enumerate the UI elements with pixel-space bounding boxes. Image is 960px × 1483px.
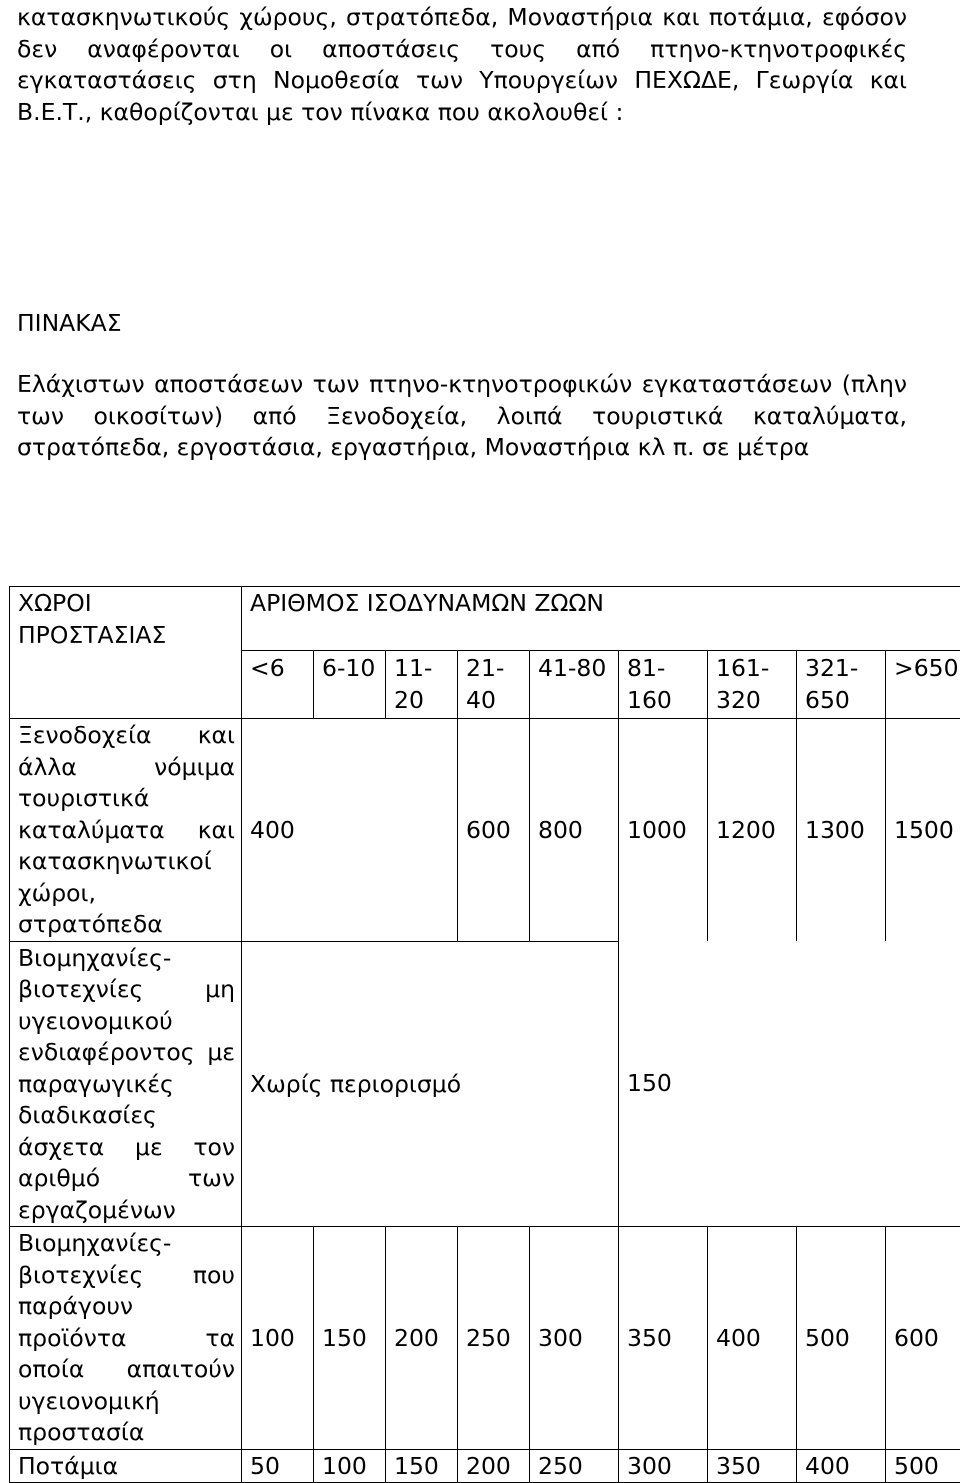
table-cell: 800 bbox=[530, 719, 619, 942]
range-header: >650 bbox=[886, 651, 960, 719]
range-header: <6 bbox=[242, 651, 314, 719]
table-cell: 300 bbox=[530, 1227, 619, 1450]
range-header: 161-320 bbox=[708, 651, 797, 719]
table-cell bbox=[314, 719, 386, 942]
range-header: 41-80 bbox=[530, 651, 619, 719]
table-cell: 600 bbox=[458, 719, 530, 942]
table-cell: 350 bbox=[708, 1449, 797, 1483]
table-cell: 250 bbox=[530, 1449, 619, 1483]
table-cell: 50 bbox=[242, 1449, 314, 1483]
table-cell: 250 bbox=[458, 1227, 530, 1450]
table-cell: 400 bbox=[797, 1449, 886, 1483]
intro-paragraph: κατασκηνωτικούς χώρους, στρατόπεδα, Μοναστήρια και ποτάμια, εφόσον δεν αναφέρονται οι αποστάσεις τους από πτηνο-κτηνοτροφικές εγκαταστάσεις στη Νομοθεσία των Υπουργείων ΠΕΧΩΔΕ, Γεωργία και Β.Ε.Τ., καθορίζονται με τον πίνακα που ακολουθεί : bbox=[17, 2, 907, 128]
row-label: Βιομηχανίες-βιοτεχνίες μη υγειονομικού ενδιαφέροντος με παραγωγικές διαδικασίες άσχετα με τον αριθμό των εργαζομένων bbox=[10, 941, 242, 1227]
range-header: 321-650 bbox=[797, 651, 886, 719]
table-cell: 200 bbox=[386, 1227, 458, 1450]
row-label: Ποτάμια bbox=[10, 1449, 242, 1483]
header-equivalent-animals: ΑΡΙΘΜΟΣ ΙΣΟΔΥΝΑΜΩΝ ΖΩΩΝ bbox=[242, 587, 960, 651]
table-cell: 150 bbox=[386, 1449, 458, 1483]
table-cell: 600 bbox=[886, 1227, 960, 1450]
table-cell: 500 bbox=[886, 1449, 960, 1483]
range-header: 11-20 bbox=[386, 651, 458, 719]
table-cell: 150 bbox=[619, 941, 960, 1227]
table-cell: 1200 bbox=[708, 719, 797, 942]
table-cell: 500 bbox=[797, 1227, 886, 1450]
range-header: 6-10 bbox=[314, 651, 386, 719]
row-label: Ξενοδοχεία και άλλα νόμιμα τουριστικά καταλύματα και κατασκηνωτικοί χώροι, στρατόπεδα bbox=[10, 719, 242, 942]
table-cell: 300 bbox=[619, 1449, 708, 1483]
distances-table bbox=[9, 586, 960, 1483]
table-cell: 1300 bbox=[797, 719, 886, 942]
table-title: ΠΙΝΑΚΑΣ bbox=[17, 308, 122, 340]
table-cell: 200 bbox=[458, 1449, 530, 1483]
row-label: Βιομηχανίες-βιοτεχνίες που παράγουν προϊόντα τα οποία απαιτούν υγειονομική προστασία bbox=[10, 1227, 242, 1450]
range-header: 81-160 bbox=[619, 651, 708, 719]
table-cell: 100 bbox=[242, 1227, 314, 1450]
table-cell: 400 bbox=[708, 1227, 797, 1450]
table-cell bbox=[386, 719, 458, 942]
table-cell: 400 bbox=[242, 719, 314, 942]
table-cell: 1000 bbox=[619, 719, 708, 942]
table-row bbox=[10, 1227, 960, 1450]
table-row bbox=[10, 941, 960, 1227]
table-cell: 100 bbox=[314, 1449, 386, 1483]
table-row bbox=[10, 719, 960, 942]
range-header: 21-40 bbox=[458, 651, 530, 719]
no-limit-cell: Χωρίς περιορισμό bbox=[242, 941, 619, 1227]
table-cell: 150 bbox=[314, 1227, 386, 1450]
table-cell: 1500 bbox=[886, 719, 960, 942]
table-description: Ελάχιστων αποστάσεων των πτηνο-κτηνοτροφικών εγκαταστάσεων (πλην των οικοσίτων) από Ξενοδοχεία, λοιπά τουριστικά καταλύματα, στρατόπεδα, εργοστάσια, εργαστήρια, Μοναστήρια κλ π. σε μέτρα bbox=[17, 369, 907, 464]
table-row bbox=[10, 1449, 960, 1483]
header-protected-areas: ΧΩΡΟΙ ΠΡΟΣΤΑΣΙΑΣ bbox=[10, 587, 242, 719]
table-cell: 350 bbox=[619, 1227, 708, 1450]
